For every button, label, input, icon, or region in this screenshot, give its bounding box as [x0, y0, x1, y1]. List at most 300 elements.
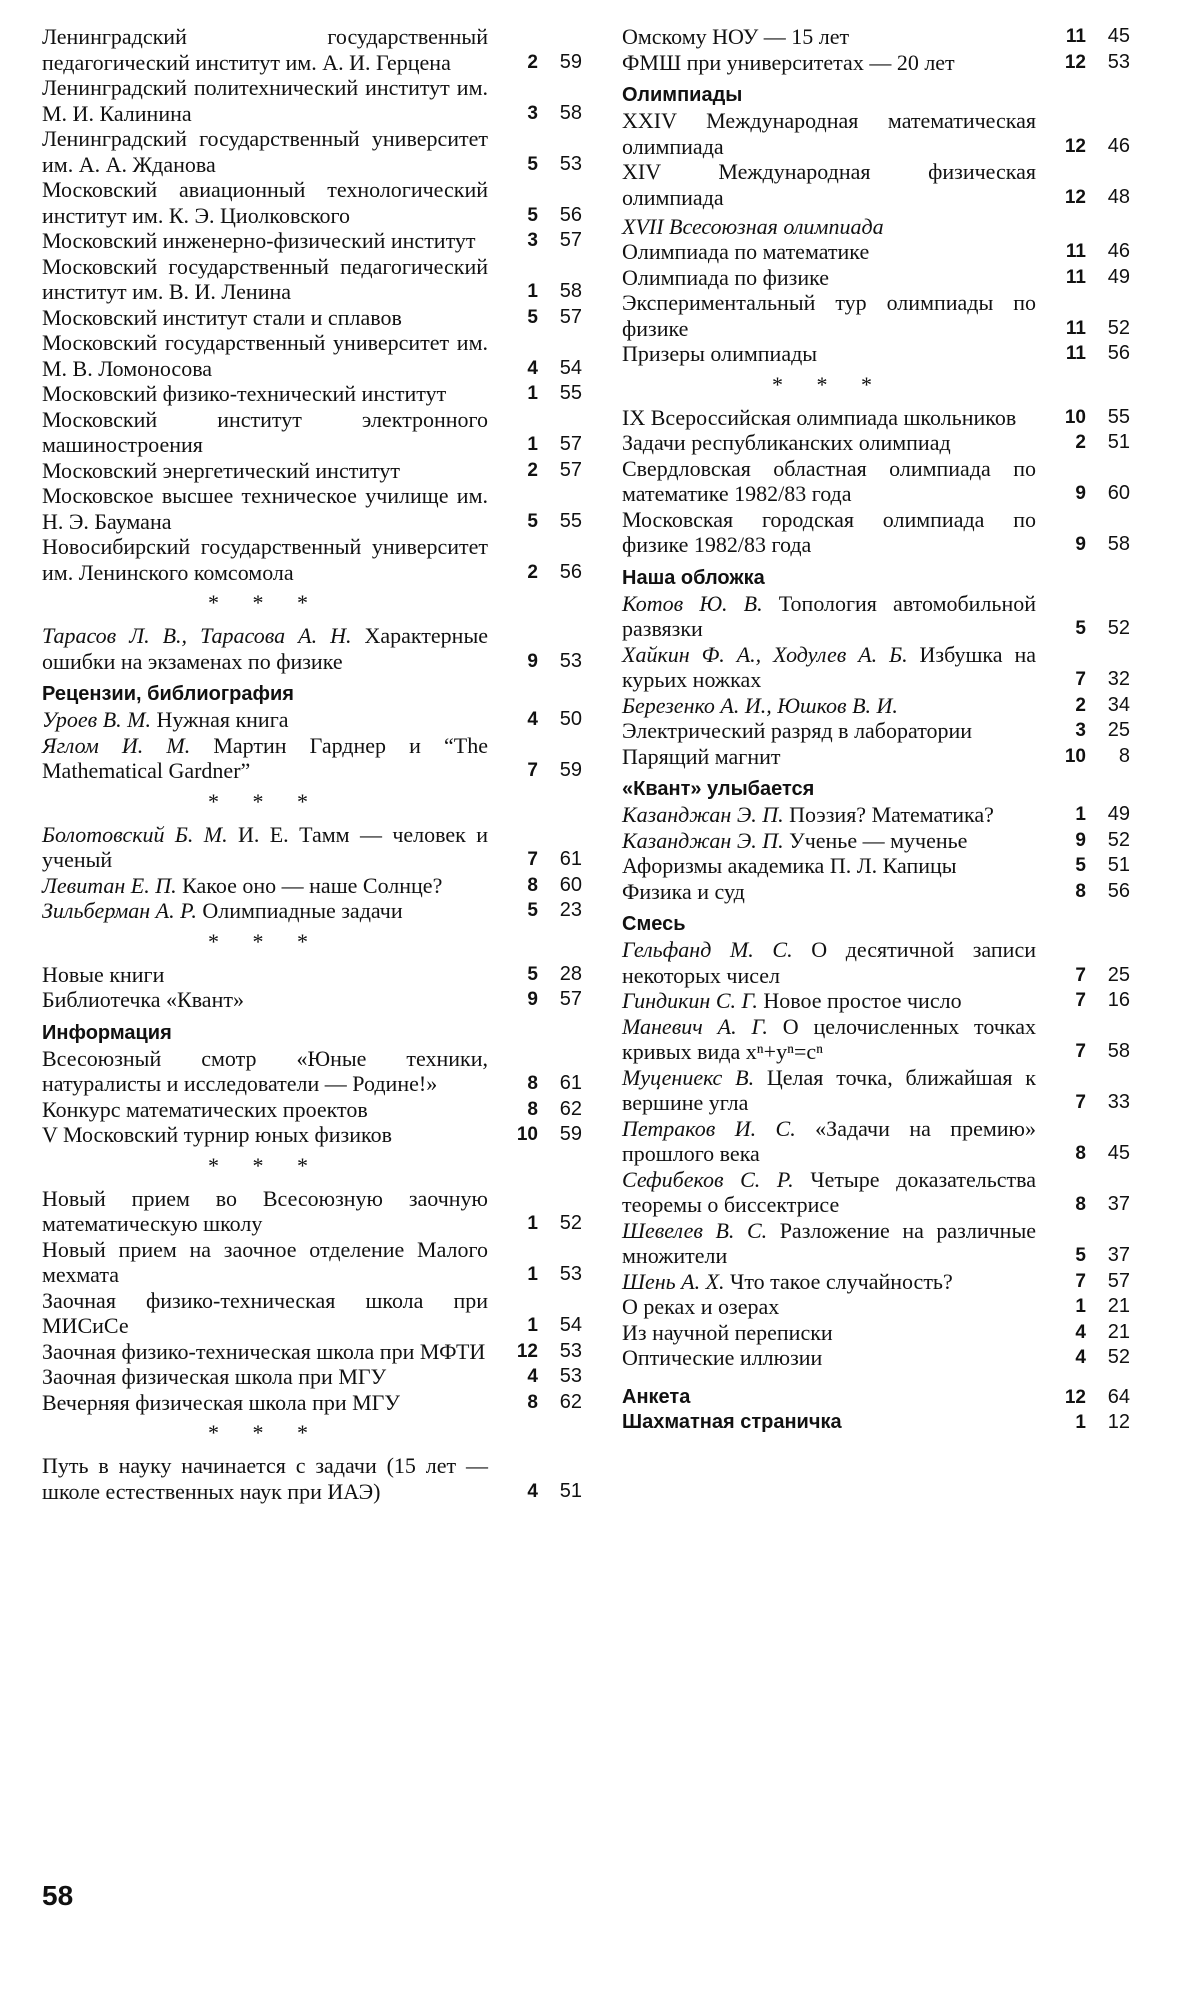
- entry-issue: 2: [527, 561, 538, 583]
- entry-issue: 11: [1065, 343, 1086, 364]
- index-entry: [622, 265, 1130, 291]
- entry-issue: 11: [1065, 241, 1086, 262]
- entry-title: Новый прием во Всесоюзную заочную математическую школу: [42, 1185, 488, 1236]
- entry-title: Олимпиада по математике: [622, 239, 870, 264]
- index-entry: [42, 534, 582, 585]
- index-entry: [42, 1339, 582, 1365]
- entry-issue: 2: [527, 459, 538, 481]
- index-entry: [42, 407, 582, 458]
- index-entry: [42, 1122, 582, 1148]
- index-entry: [42, 987, 582, 1013]
- entry-page: 60: [559, 873, 582, 896]
- entry-author: Хайкин Ф. А., Ходулев А. Б.: [622, 641, 908, 667]
- entry-page: 58: [1107, 533, 1130, 555]
- entry-title: Ленинградский государственный педагогический институт им. А. И. Герцена: [42, 24, 488, 75]
- entry-page: 51: [1107, 431, 1130, 453]
- entry-page: 60: [1107, 482, 1130, 504]
- index-entry: [42, 254, 582, 305]
- index-entry: [42, 305, 582, 331]
- entry-page: 57: [559, 458, 582, 481]
- entry-author: Сефибеков С. Р.: [622, 1166, 794, 1192]
- entry-title: Новые книги: [42, 961, 165, 987]
- entry-text: [42, 962, 488, 988]
- index-entry: [622, 405, 1130, 431]
- index-entry: [42, 733, 582, 784]
- entry-title: Новый прием на заочное отделение Малого мехмата: [42, 1236, 488, 1287]
- index-entry: [42, 822, 582, 873]
- entry-page: 56: [559, 203, 582, 226]
- entry-title: Заочная физико-техническая школа при МИСиСе: [42, 1287, 488, 1338]
- entry-issue: 12: [1064, 135, 1086, 157]
- section-heading: Рецензии, библиография: [42, 683, 294, 705]
- entry-issue: 7: [527, 849, 538, 870]
- index-entry: [622, 1269, 1130, 1295]
- index-entry: [42, 873, 582, 899]
- entry-title: XXIV Международная математическая олимпиада: [622, 108, 1036, 159]
- index-entry: [622, 507, 1130, 558]
- entry-text: [42, 822, 488, 873]
- entry-text: [622, 456, 1036, 507]
- entry-page: 58: [559, 280, 582, 302]
- index-entry: [622, 718, 1130, 744]
- entry-text: [622, 1345, 1036, 1371]
- entry-page: 59: [559, 1123, 582, 1145]
- entry-title: Московский авиационный технологический институт им. К. Э. Циолковского: [42, 177, 488, 228]
- entry-issue: 8: [1075, 880, 1086, 902]
- entry-title: Какое оно — наше Солнце?: [182, 872, 443, 898]
- index-entry: [622, 1014, 1130, 1065]
- entry-title: Характерные ошибки на экзаменах по физике: [42, 623, 488, 674]
- entry-author: Уроев В. М.: [42, 707, 152, 732]
- entry-author: Петраков И. С.: [622, 1115, 796, 1141]
- entry-text: [42, 1122, 488, 1148]
- entry-text: [622, 744, 1036, 770]
- entry-issue: 4: [1075, 1321, 1086, 1343]
- entry-text: [42, 407, 488, 458]
- index-entry: [622, 937, 1130, 988]
- entry-page: 32: [1107, 668, 1130, 690]
- entry-title: Омскому НОУ — 15 лет: [622, 24, 850, 49]
- index-entry: [622, 1218, 1130, 1269]
- entry-text: [42, 458, 488, 484]
- entry-author: Муцениекс В.: [622, 1064, 755, 1090]
- entry-page: 37: [1107, 1244, 1130, 1266]
- entry-text: [42, 1390, 488, 1416]
- index-entry: [622, 828, 1130, 854]
- entry-page: 55: [559, 382, 582, 404]
- entry-text: [42, 254, 488, 305]
- entry-title: О целочисленных точках кривых вида xⁿ+yⁿ=cⁿ: [622, 1013, 1036, 1064]
- index-entry: [622, 430, 1130, 456]
- entry-page: 56: [559, 560, 582, 583]
- entry-issue: 10: [516, 1124, 538, 1145]
- index-entry: [622, 1345, 1130, 1371]
- entry-issue: 7: [1075, 669, 1086, 690]
- entry-title: Афоризмы академика П. Л. Капицы: [622, 853, 957, 878]
- entry-title: Что такое случайность?: [730, 1268, 953, 1294]
- entry-text: [622, 937, 1036, 988]
- entry-issue: 2: [1075, 694, 1086, 716]
- entry-title: IX Всероссийская олимпиада школьников: [622, 404, 1017, 430]
- entry-issue: 3: [1075, 720, 1086, 741]
- entry-page: 12: [1107, 1411, 1130, 1433]
- entry-text: [42, 1186, 488, 1237]
- index-entry: [622, 1065, 1130, 1116]
- entry-title: О десятичной записи некоторых чисел: [622, 937, 1036, 988]
- index-entry: [42, 1046, 582, 1097]
- entry-issue: 7: [1075, 1092, 1086, 1113]
- entry-author: Тарасов Л. В., Тарасова А. Н.: [42, 623, 352, 648]
- entry-issue: 8: [527, 1098, 538, 1120]
- entry-text: [42, 330, 488, 381]
- entry-title: Московский физико-технический институт: [42, 381, 447, 406]
- entry-page: 53: [559, 1365, 582, 1387]
- section-entry: [622, 1410, 1130, 1436]
- index-entry: [622, 1320, 1130, 1346]
- entry-page: 52: [1107, 316, 1130, 339]
- entry-issue: 5: [527, 204, 538, 226]
- section-heading: Информация: [42, 1021, 172, 1044]
- index-entry: [42, 962, 582, 988]
- entry-page: 57: [559, 305, 582, 328]
- entry-issue: 11: [1065, 317, 1086, 339]
- entry-title: Путь в науку начинается с задачи (15 лет — школе естественных наук при ИАЭ): [42, 1453, 488, 1504]
- entry-title: Призеры олимпиады: [622, 341, 818, 366]
- entry-page: 62: [559, 1390, 582, 1413]
- entry-text: [42, 1453, 488, 1504]
- entry-title: Электрический разряд в лаборатории: [622, 718, 973, 743]
- entry-title: Новосибирский государственный университет им. Ленинского комсомола: [42, 534, 488, 585]
- entry-issue: 1: [1075, 804, 1086, 825]
- entry-text: [622, 853, 1036, 879]
- entry-issue: 1: [527, 383, 538, 404]
- index-entry: [42, 1186, 582, 1237]
- entry-text: [622, 1167, 1036, 1218]
- entry-text: [622, 1410, 1036, 1436]
- entry-page: 45: [1107, 1142, 1130, 1164]
- entry-author: Шевелев В. С.: [622, 1217, 768, 1243]
- entry-issue: 8: [1075, 1143, 1086, 1164]
- separator-asterisks: * * *: [208, 928, 322, 954]
- index-entry: [622, 1294, 1130, 1320]
- entry-text: [42, 873, 488, 899]
- entry-text: [42, 733, 488, 784]
- index-entry: [42, 898, 582, 924]
- entry-page: 55: [1107, 405, 1130, 428]
- entry-issue: 5: [1075, 855, 1086, 876]
- index-entry: [622, 988, 1130, 1014]
- index-entry: [42, 458, 582, 484]
- entry-text: [622, 693, 1036, 719]
- entry-title: Оптические иллюзии: [622, 1345, 823, 1370]
- index-entry: [622, 1116, 1130, 1167]
- entry-page: 37: [1107, 1193, 1130, 1215]
- entry-author: Казанджан Э. П.: [622, 802, 784, 827]
- entry-text: [42, 623, 488, 674]
- index-entry: [622, 456, 1130, 507]
- entry-text: [622, 1014, 1036, 1065]
- entry-title: Анкета: [622, 1385, 691, 1408]
- entry-title: Вечерняя физическая школа при МГУ: [42, 1389, 400, 1415]
- entry-issue: 5: [1075, 1245, 1086, 1266]
- entry-issue: 9: [1075, 483, 1086, 504]
- entry-page: 25: [1107, 719, 1130, 741]
- entry-title: Заочная физическая школа при МГУ: [42, 1364, 387, 1389]
- entry-text: [622, 718, 1036, 744]
- entry-title: Из научной переписки: [622, 1319, 833, 1345]
- index-entry: [42, 1097, 582, 1123]
- entry-text: [622, 879, 1036, 905]
- index-entry: [42, 126, 582, 177]
- entry-author: Яглом И. М.: [42, 732, 191, 758]
- entry-page: 51: [1107, 854, 1130, 876]
- index-entry: [42, 483, 582, 534]
- entry-page: 53: [559, 1263, 582, 1285]
- entry-title: Целая точка, ближайшая к вершине угла: [622, 1064, 1036, 1115]
- entry-issue: 4: [1075, 1347, 1086, 1368]
- index-entry: [42, 1390, 582, 1416]
- entry-issue: 7: [1075, 990, 1086, 1011]
- entry-issue: 7: [527, 760, 538, 781]
- index-entry: [42, 228, 582, 254]
- entry-title: Разложение на различные множители: [622, 1217, 1037, 1268]
- entry-text: [622, 159, 1036, 210]
- entry-text: [622, 341, 1036, 367]
- entry-page: 54: [559, 356, 582, 379]
- index-entry: [622, 24, 1130, 50]
- entry-title: О реках и озерах: [622, 1294, 780, 1319]
- entry-page: 52: [559, 1212, 582, 1234]
- entry-issue: 4: [527, 357, 538, 379]
- entry-title: Экспериментальный тур олимпиады по физике: [622, 290, 1036, 341]
- entry-page: 53: [559, 649, 582, 672]
- index-column-right: [622, 24, 1130, 1436]
- entry-issue: 7: [1075, 1041, 1086, 1062]
- entry-issue: 9: [527, 650, 538, 672]
- index-entry: [622, 159, 1130, 210]
- entry-author: Гельфанд М. С.: [622, 937, 793, 962]
- entry-page: 52: [1107, 617, 1130, 639]
- entry-issue: 1: [527, 434, 538, 455]
- entry-page: 49: [1107, 803, 1130, 825]
- entry-issue: 9: [1075, 829, 1086, 851]
- index-entry: [42, 330, 582, 381]
- entry-issue: 12: [1064, 1386, 1086, 1408]
- entry-issue: 3: [527, 230, 538, 251]
- separator-asterisks: * * *: [208, 788, 322, 814]
- entry-title: Московский государственный педагогический институт им. В. И. Ленина: [42, 253, 488, 304]
- entry-title: V Московский турнир юных физиков: [42, 1122, 392, 1147]
- entry-text: [42, 898, 488, 924]
- entry-issue: 12: [516, 1340, 538, 1362]
- entry-author: Березенко А. И., Юшков В. И.: [622, 692, 898, 718]
- entry-page: 53: [559, 1339, 582, 1362]
- entry-text: [42, 1364, 488, 1390]
- entry-author: Котов Ю. В.: [622, 590, 763, 616]
- entry-text: [622, 1218, 1036, 1269]
- entry-issue: 3: [527, 102, 538, 124]
- entry-text: [622, 405, 1036, 431]
- entry-issue: 8: [527, 1073, 538, 1094]
- entry-title: И. Е. Тамм — человек и ученый: [42, 821, 489, 872]
- section-entry: [622, 1385, 1130, 1411]
- entry-issue: 5: [527, 510, 538, 532]
- entry-issue: 12: [1064, 186, 1086, 208]
- entry-title: XIV Международная физическая олимпиада: [622, 159, 1036, 210]
- entry-issue: 7: [1075, 964, 1086, 986]
- entry-title: Мартин Гарднер и “The Mathematical Gardner”: [42, 732, 488, 783]
- index-entry: [42, 1237, 582, 1288]
- entry-title: Библиотечка «Квант»: [42, 987, 244, 1012]
- entry-issue: 1: [527, 1264, 538, 1285]
- entry-page: 34: [1107, 693, 1130, 716]
- page-number: 58: [42, 1880, 74, 1911]
- entry-title: Московский инженерно-физический институт: [42, 228, 476, 253]
- index-entry: [42, 707, 582, 733]
- entry-page: 61: [559, 848, 582, 870]
- index-entry: [622, 853, 1130, 879]
- entry-title: Шахматная страничка: [622, 1411, 842, 1433]
- entry-text: [42, 75, 488, 126]
- entry-page: 48: [1107, 185, 1130, 208]
- entry-title: Московская городская олимпиада по физике 1982/83 года: [622, 506, 1036, 557]
- index-entry: [42, 381, 582, 407]
- entry-title: Парящий магнит: [622, 743, 781, 769]
- entry-text: [42, 228, 488, 254]
- entry-text: [622, 1320, 1036, 1346]
- entry-page: 56: [1107, 879, 1130, 902]
- entry-title: Свердловская областная олимпиада по математике 1982/83 года: [622, 455, 1036, 506]
- entry-page: 50: [559, 708, 582, 730]
- entry-page: 62: [559, 1097, 582, 1120]
- entry-title: Московский государственный университет им. М. В. Ломоносова: [42, 330, 488, 381]
- index-entry: [622, 591, 1130, 642]
- entry-page: 46: [1107, 240, 1130, 262]
- entry-title: Всесоюзный смотр «Юные техники, натуралисты и исследователи — Родине!»: [42, 1045, 488, 1096]
- entry-text: [42, 1237, 488, 1288]
- entry-issue: 5: [527, 900, 538, 921]
- entry-page: 25: [1107, 963, 1130, 986]
- entry-page: 16: [1107, 989, 1130, 1011]
- entry-title: «Задачи на премию» прошлого века: [622, 1115, 1036, 1166]
- entry-page: 57: [559, 433, 582, 455]
- separator-asterisks: * * *: [772, 371, 886, 397]
- index-entry: [622, 693, 1130, 719]
- entry-text: [622, 1385, 1036, 1411]
- entry-page: 52: [1107, 1346, 1130, 1368]
- entry-title: Олимпиада по физике: [622, 264, 830, 290]
- entry-title: Четыре доказательства теоремы о биссектрисе: [622, 1166, 1036, 1217]
- entry-text: [622, 642, 1036, 693]
- entry-title: Московское высшее техническое училище им. Н. Э. Баумана: [42, 483, 488, 534]
- entry-page: 55: [559, 509, 582, 532]
- entry-page: 54: [559, 1314, 582, 1336]
- index-entry: [42, 1453, 582, 1504]
- entry-page: 21: [1107, 1295, 1130, 1317]
- entry-title: Конкурс математических проектов: [42, 1096, 368, 1122]
- section-heading: Наша обложка: [622, 566, 765, 589]
- entry-text: [622, 108, 1036, 159]
- entry-title: Московский энергетический институт: [42, 457, 401, 483]
- entry-text: [622, 1269, 1036, 1295]
- entry-page: 61: [559, 1072, 582, 1094]
- index-entry: [622, 1167, 1130, 1218]
- entry-title: Олимпиадные задачи: [202, 898, 403, 923]
- entry-text: [42, 707, 488, 733]
- entry-title: Ленинградский политехнический институт им. М. И. Калинина: [42, 75, 488, 126]
- entry-page: 57: [559, 988, 582, 1010]
- entry-issue: 5: [1075, 618, 1086, 639]
- entry-issue: 1: [1075, 1296, 1086, 1317]
- entry-text: [622, 1065, 1036, 1116]
- entry-text: [622, 50, 1036, 76]
- entry-page: 56: [1107, 342, 1130, 364]
- entry-issue: 2: [527, 51, 538, 73]
- entry-issue: 10: [1064, 406, 1086, 428]
- entry-title: Московский институт стали и сплавов: [42, 304, 402, 330]
- entry-author: Зильберман А. Р.: [42, 898, 197, 923]
- entry-issue: 8: [1075, 1194, 1086, 1215]
- entry-page: 21: [1107, 1320, 1130, 1343]
- entry-issue: 9: [527, 989, 538, 1010]
- entry-issue: 1: [527, 281, 538, 302]
- index-entry: [622, 642, 1130, 693]
- entry-issue: 9: [1075, 534, 1086, 555]
- entry-issue: 8: [527, 1391, 538, 1413]
- entry-text: [622, 988, 1036, 1014]
- entry-page: 53: [1107, 50, 1130, 73]
- entry-text: [622, 591, 1036, 642]
- entry-text: [622, 828, 1036, 854]
- index-entry: [622, 744, 1130, 770]
- entry-issue: 4: [527, 1480, 538, 1502]
- entry-issue: 11: [1065, 26, 1086, 47]
- index-column-left: [42, 24, 582, 1504]
- entry-author: Казанджан Э. П.: [622, 827, 784, 853]
- index-entry: [622, 802, 1130, 828]
- entry-page: 49: [1107, 265, 1130, 288]
- section-heading: Олимпиады: [622, 84, 743, 106]
- entry-text: [42, 1097, 488, 1123]
- entry-text: [622, 24, 1036, 50]
- entry-issue: 7: [1075, 1270, 1086, 1292]
- index-entry: [42, 1288, 582, 1339]
- entry-issue: 5: [527, 963, 538, 985]
- separator-asterisks: * * *: [208, 590, 322, 615]
- index-entry: [42, 1364, 582, 1390]
- entry-text: [622, 507, 1036, 558]
- entry-author: Шень А. Х.: [622, 1268, 725, 1294]
- entry-text: [42, 305, 488, 331]
- index-entry: [622, 290, 1130, 341]
- entry-text: [42, 534, 488, 585]
- entry-issue: 1: [527, 1213, 538, 1234]
- entry-page: 46: [1107, 134, 1130, 157]
- entry-title: Московский институт электронного машиностроения: [42, 406, 488, 457]
- entry-page: 45: [1107, 25, 1130, 47]
- entry-page: 23: [559, 899, 582, 921]
- entry-text: [622, 265, 1036, 291]
- entry-title: Ленинградский государственный университет им. А. А. Жданова: [42, 126, 488, 177]
- index-entry: [622, 879, 1130, 905]
- entry-text: [622, 802, 1036, 828]
- index-entry: [622, 239, 1130, 265]
- entry-text: [42, 381, 488, 407]
- entry-text: [622, 239, 1036, 265]
- entry-issue: 5: [527, 153, 538, 175]
- entry-text: [42, 1339, 488, 1365]
- entry-title: Заочная физико-техническая школа при МФТИ: [42, 1338, 486, 1364]
